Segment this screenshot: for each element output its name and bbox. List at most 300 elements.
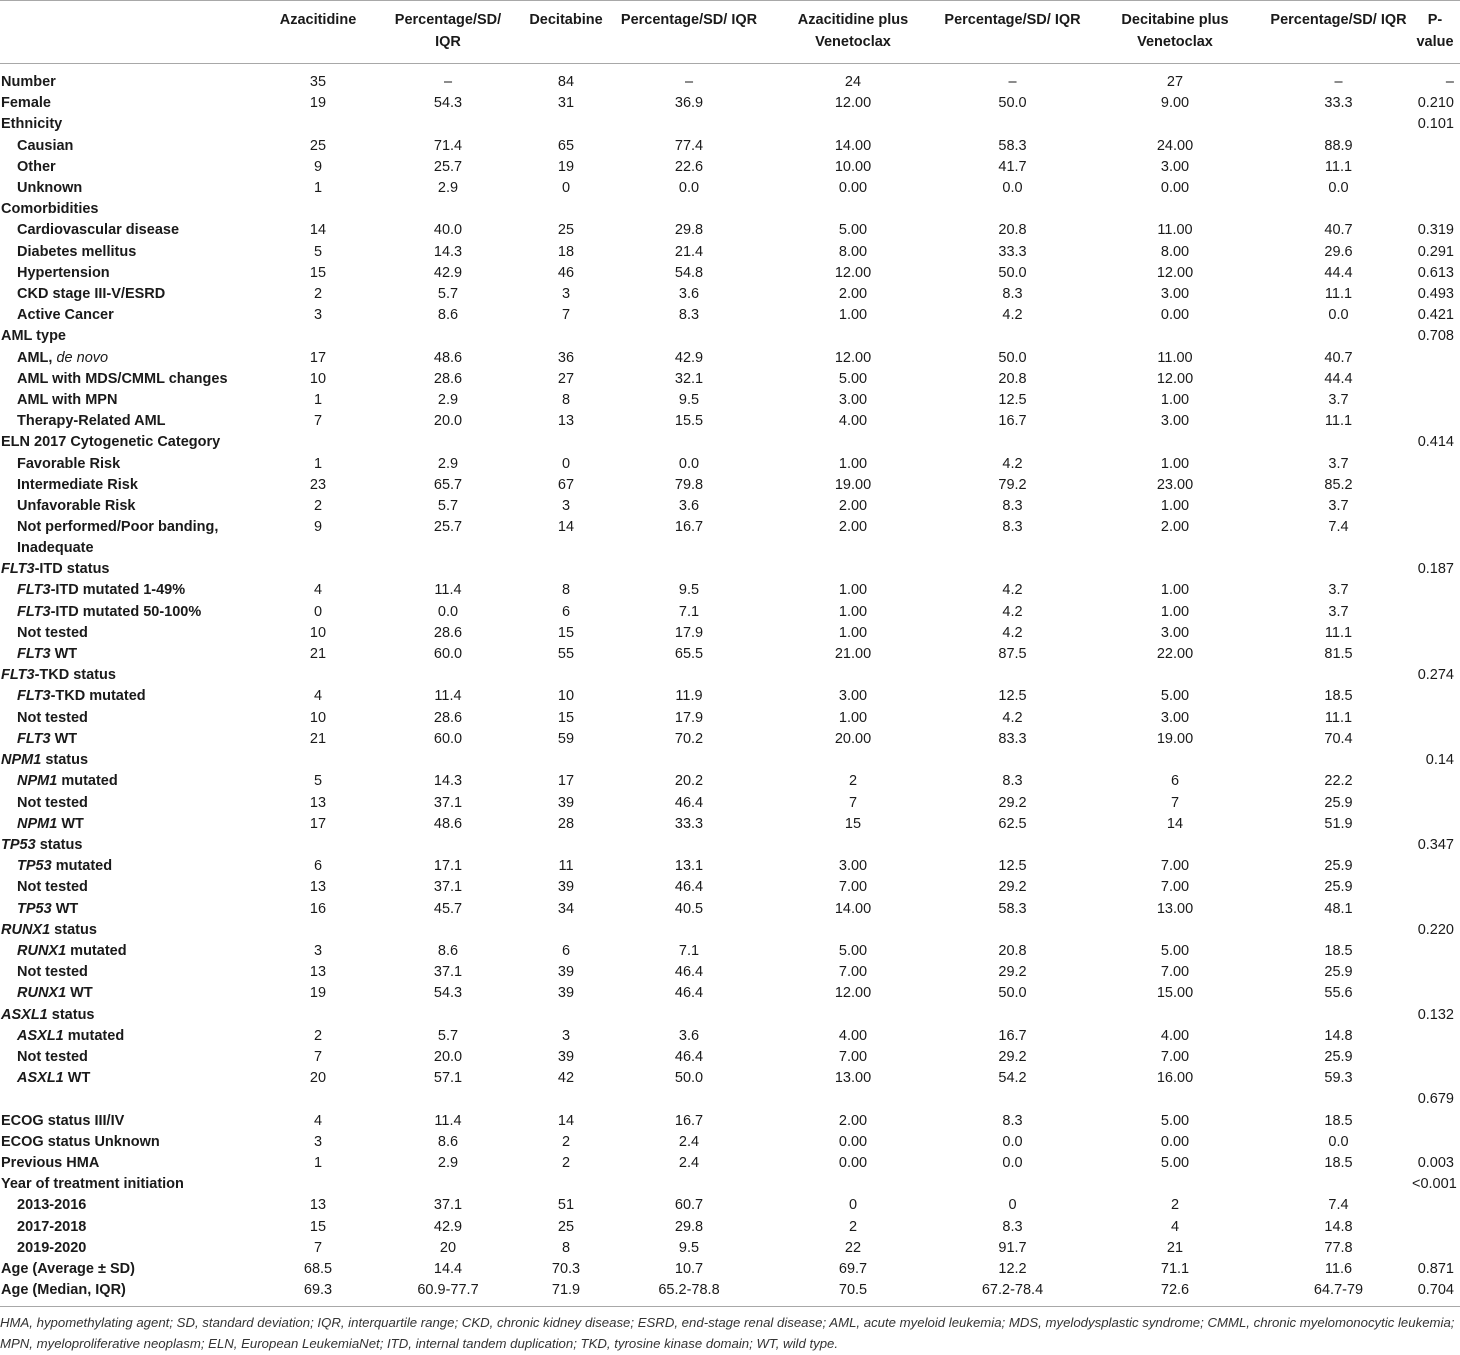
value-cell: 3 — [313, 942, 323, 959]
value-cell: 7.4 — [1328, 1197, 1349, 1214]
row-label-text: ECOG status III/IV — [1, 1112, 125, 1129]
row-label-text: Previous HMA — [1, 1154, 100, 1171]
value-cell: 11.1 — [1324, 158, 1353, 175]
value-cell: 19.00 — [1156, 730, 1194, 747]
row-label-text: ELN 2017 Cytogenetic Category — [1, 434, 221, 451]
value-cell — [258, 1005, 378, 1026]
row-label — [0, 580, 258, 601]
value-cell: 20.8 — [998, 222, 1027, 239]
row-label — [0, 496, 258, 517]
value-cell: 16.7 — [674, 1112, 704, 1129]
value-cell — [614, 559, 764, 580]
value-cell: 3 — [313, 307, 323, 324]
table-row — [0, 263, 1460, 284]
value-cell: 3 — [561, 498, 571, 515]
value-cell: 0.0 — [1328, 1133, 1349, 1150]
row-label — [0, 63, 258, 93]
value-cell: 0.0 — [1002, 180, 1023, 197]
row-label-text: Female — [1, 95, 51, 112]
value-cell: 42.9 — [433, 264, 463, 281]
value-cell: 34 — [557, 900, 575, 917]
row-label — [0, 454, 258, 475]
value-cell: 54.2 — [998, 1070, 1027, 1087]
value-cell: 0 — [561, 455, 571, 472]
value-cell: 7.00 — [838, 879, 868, 896]
value-cell — [518, 432, 614, 453]
value-cell: 8 — [561, 392, 571, 409]
value-cell: 0.0 — [1002, 1133, 1023, 1150]
value-cell: 39 — [557, 794, 575, 811]
value-cell: 50.0 — [674, 1070, 704, 1087]
row-label — [0, 1238, 258, 1259]
value-cell — [1083, 559, 1267, 580]
value-cell: 1.00 — [838, 709, 868, 726]
table-row — [0, 644, 1460, 665]
value-cell: 64.7-79 — [1313, 1282, 1364, 1299]
p-value-cell — [1410, 644, 1460, 665]
value-cell: 20.2 — [674, 773, 704, 790]
row-label-text: CKD stage III-V/ESRD — [17, 286, 166, 303]
value-cell: 0.0 — [1328, 307, 1349, 324]
value-cell — [258, 1174, 378, 1195]
row-label-gene: ASXL1 — [17, 1027, 64, 1044]
p-value-cell — [1410, 793, 1460, 814]
value-cell: 5 — [313, 243, 323, 260]
value-cell: 7.1 — [678, 942, 700, 959]
table-row — [0, 496, 1460, 517]
value-cell: 19 — [309, 985, 327, 1002]
value-cell: 21 — [309, 730, 327, 747]
value-cell: 37.1 — [433, 794, 463, 811]
value-cell: 35 — [309, 74, 327, 90]
value-cell: 29.2 — [998, 879, 1027, 896]
value-cell — [378, 835, 518, 856]
value-cell: 3.7 — [1328, 603, 1349, 620]
value-cell — [518, 835, 614, 856]
value-cell: 14.8 — [1324, 1218, 1353, 1235]
table-row — [0, 1195, 1460, 1216]
value-cell — [1083, 1174, 1267, 1195]
value-cell — [1267, 1174, 1410, 1195]
value-cell: 21 — [1166, 1239, 1184, 1256]
row-label-text: Unfavorable Risk — [17, 498, 136, 515]
row-label-text: -ITD mutated 1-49% — [50, 582, 186, 599]
table-row — [0, 920, 1460, 941]
value-cell: 0.0 — [1328, 180, 1349, 197]
row-label-text: Not tested — [17, 794, 88, 811]
value-cell — [258, 326, 378, 347]
value-cell — [518, 750, 614, 771]
value-cell: 2.9 — [437, 455, 459, 472]
value-cell: 7 — [1170, 794, 1180, 811]
p-value-cell — [1410, 602, 1460, 623]
value-cell: 40.0 — [433, 222, 463, 239]
value-cell: 60.0 — [433, 730, 463, 747]
value-cell — [942, 199, 1083, 220]
value-cell: 1 — [313, 392, 323, 409]
row-label — [0, 178, 258, 199]
row-label-text: Intermediate Risk — [17, 476, 138, 493]
value-cell: 41.7 — [998, 158, 1027, 175]
row-label — [0, 729, 258, 750]
p-value-cell: 0.421 — [1417, 307, 1454, 324]
value-cell: 21.4 — [674, 243, 704, 260]
value-cell: 0.00 — [1160, 180, 1190, 197]
value-cell — [942, 835, 1083, 856]
p-value-cell: – — [1445, 74, 1454, 90]
value-cell: 50.0 — [998, 985, 1027, 1002]
p-value-cell — [1410, 962, 1460, 983]
value-cell: 11 — [558, 858, 574, 875]
value-cell: 29.8 — [674, 1218, 704, 1235]
value-cell: 59.3 — [1324, 1070, 1353, 1087]
p-value-cell — [1410, 475, 1460, 496]
value-cell: 18.5 — [1324, 688, 1353, 705]
value-cell: 46.4 — [674, 1048, 704, 1065]
row-label-text: status — [50, 921, 97, 938]
p-value-cell — [1410, 686, 1460, 707]
p-value-cell — [1410, 580, 1460, 601]
column-header: Azacitidine plus Venetoclax — [797, 12, 909, 50]
value-cell: 22.6 — [674, 158, 704, 175]
p-value-cell — [1410, 1195, 1460, 1216]
column-header: Decitabine — [529, 12, 603, 28]
value-cell — [614, 1174, 764, 1195]
row-label-text: WT — [50, 730, 78, 747]
p-value-cell — [1410, 814, 1460, 835]
value-cell: 7.00 — [1160, 964, 1190, 981]
value-cell — [518, 1005, 614, 1026]
row-label-text: Other — [17, 158, 56, 175]
value-cell — [1267, 1005, 1410, 1026]
column-header: Percentage/SD/ IQR — [620, 12, 758, 28]
p-value-cell — [1410, 1026, 1460, 1047]
p-value-cell: 0.210 — [1417, 95, 1454, 112]
table-row — [0, 1068, 1460, 1089]
row-label — [0, 920, 258, 941]
table-row — [0, 962, 1460, 983]
value-cell: 11.4 — [434, 688, 462, 705]
value-cell: 4.00 — [838, 413, 868, 430]
column-header: Percentage/SD/ IQR — [944, 12, 1081, 28]
p-value-cell — [1410, 856, 1460, 877]
row-label — [0, 1026, 258, 1047]
row-label — [0, 284, 258, 305]
p-value-cell — [1410, 411, 1460, 432]
value-cell: 8.3 — [1002, 519, 1023, 536]
value-cell: 0.00 — [838, 1133, 868, 1150]
value-cell: 1.00 — [838, 455, 868, 472]
value-cell: 14 — [309, 222, 327, 239]
row-label — [0, 1047, 258, 1068]
value-cell: – — [443, 74, 453, 90]
value-cell: 16 — [309, 900, 327, 917]
table-row — [0, 432, 1460, 453]
value-cell — [1083, 1005, 1267, 1026]
row-label — [0, 1280, 258, 1306]
value-cell: 65.5 — [674, 646, 704, 663]
table-row — [0, 1259, 1460, 1280]
column-header: Azacitidine — [279, 12, 357, 28]
value-cell: 33.3 — [1324, 95, 1353, 112]
table-row — [0, 326, 1460, 347]
row-label — [0, 93, 258, 114]
p-value-cell: 0.414 — [1417, 434, 1454, 451]
value-cell: 7 — [848, 794, 858, 811]
value-cell: 1 — [313, 180, 323, 197]
p-value-cell: 0.319 — [1417, 222, 1454, 239]
value-cell — [764, 835, 942, 856]
value-cell: 11.4 — [434, 582, 462, 599]
value-cell: 39 — [557, 1048, 575, 1065]
value-cell: 5.7 — [437, 286, 459, 303]
value-cell: 65.7 — [433, 476, 463, 493]
value-cell: 60.9-77.7 — [417, 1282, 479, 1299]
row-label — [0, 899, 258, 920]
value-cell: 2 — [561, 1154, 571, 1171]
value-cell: 33.3 — [674, 815, 704, 832]
value-cell: 1.00 — [838, 624, 868, 641]
value-cell: 2.4 — [678, 1154, 700, 1171]
value-cell: 8.3 — [1002, 498, 1023, 515]
value-cell — [258, 432, 378, 453]
value-cell: 13 — [557, 413, 575, 430]
row-label — [0, 305, 258, 326]
value-cell: 3.00 — [1160, 709, 1190, 726]
value-cell: 31 — [557, 95, 575, 112]
value-cell — [378, 750, 518, 771]
row-label-text: status — [47, 1006, 95, 1023]
value-cell: 29.2 — [998, 964, 1027, 981]
value-cell: 84 — [557, 74, 575, 90]
value-cell — [378, 326, 518, 347]
value-cell: 3.00 — [838, 392, 868, 409]
value-cell: 1.00 — [1160, 392, 1190, 409]
value-cell — [1267, 432, 1410, 453]
row-label-text: mutated — [63, 1027, 125, 1044]
column-header: Percentage/SD/ IQR — [394, 12, 502, 50]
value-cell — [1083, 750, 1267, 771]
row-label — [0, 750, 258, 771]
value-cell: 45.7 — [433, 900, 463, 917]
value-cell: 70.5 — [838, 1282, 868, 1299]
value-cell — [614, 665, 764, 686]
value-cell: 5.00 — [1160, 1154, 1190, 1171]
value-cell — [764, 920, 942, 941]
value-cell: 1.00 — [838, 582, 868, 599]
value-cell: 12.00 — [834, 349, 872, 366]
value-cell: 5.7 — [437, 498, 459, 515]
value-cell: 20.0 — [433, 1048, 463, 1065]
value-cell — [764, 1174, 942, 1195]
value-cell: 8.3 — [678, 307, 700, 324]
value-cell: 10.00 — [834, 158, 872, 175]
value-cell: 67 — [557, 476, 575, 493]
value-cell: 54.8 — [674, 264, 704, 281]
value-cell: 54.3 — [433, 985, 463, 1002]
table-row — [0, 1238, 1460, 1259]
row-label-gene: FLT3 — [17, 730, 51, 747]
value-cell: 15 — [844, 815, 862, 832]
row-label-text: status — [41, 752, 89, 769]
value-cell — [1267, 665, 1410, 686]
value-cell: 32.1 — [674, 370, 704, 387]
p-value-cell — [1410, 877, 1460, 898]
value-cell: 12.5 — [998, 858, 1027, 875]
value-cell: 2 — [848, 773, 858, 790]
table-row — [0, 580, 1460, 601]
row-label-gene: TP53 — [17, 900, 52, 917]
value-cell — [258, 665, 378, 686]
row-label — [0, 1174, 258, 1195]
row-label-text: AML with MDS/CMML changes — [17, 370, 228, 387]
value-cell — [518, 199, 614, 220]
row-label — [0, 369, 258, 390]
column-header: P-value — [1416, 12, 1454, 50]
table-row — [0, 686, 1460, 707]
value-cell: 10.7 — [674, 1260, 704, 1277]
row-label-text: 2013-2016 — [17, 1197, 87, 1214]
value-cell: 18 — [557, 243, 575, 260]
value-cell: 19.00 — [834, 476, 872, 493]
value-cell: 7.1 — [678, 603, 700, 620]
value-cell: 40.5 — [674, 900, 704, 917]
value-cell: 25.9 — [1324, 794, 1353, 811]
value-cell: 17.1 — [433, 858, 463, 875]
value-cell: 72.6 — [1160, 1282, 1190, 1299]
row-label — [0, 1089, 258, 1110]
table-row — [0, 220, 1460, 241]
value-cell: 54.3 — [433, 95, 463, 112]
value-cell — [258, 559, 378, 580]
value-cell: 25.9 — [1324, 1048, 1353, 1065]
row-label — [0, 983, 258, 1004]
row-label — [0, 517, 258, 559]
value-cell: 58.3 — [998, 137, 1027, 154]
row-label-text: -TKD mutated — [50, 688, 146, 705]
value-cell: 28 — [557, 815, 575, 832]
p-value-cell — [1410, 1217, 1460, 1238]
p-value-cell — [1410, 708, 1460, 729]
value-cell: 17.9 — [674, 709, 704, 726]
value-cell: 27 — [557, 370, 575, 387]
value-cell: 39 — [557, 879, 575, 896]
row-label-text: Not tested — [17, 879, 88, 896]
value-cell: 8 — [561, 582, 571, 599]
value-cell: 25 — [557, 1218, 575, 1235]
row-label — [0, 962, 258, 983]
value-cell: 79.8 — [674, 476, 704, 493]
value-cell: 10 — [309, 370, 327, 387]
value-cell: 2 — [1170, 1197, 1180, 1214]
value-cell: 20.00 — [834, 730, 872, 747]
value-cell: 14.8 — [1324, 1027, 1353, 1044]
value-cell: 2 — [313, 286, 323, 303]
value-cell: 1 — [313, 455, 323, 472]
value-cell: 0.0 — [1002, 1154, 1023, 1171]
value-cell: 48.6 — [433, 349, 463, 366]
value-cell: 58.3 — [998, 900, 1027, 917]
value-cell: 13 — [309, 879, 327, 896]
p-value-cell — [1410, 348, 1460, 369]
value-cell: 22.2 — [1324, 773, 1353, 790]
table-row — [0, 1217, 1460, 1238]
value-cell: 2.9 — [437, 392, 459, 409]
value-cell: 50.0 — [998, 95, 1027, 112]
row-label — [0, 708, 258, 729]
p-value-cell: 0.132 — [1417, 1006, 1454, 1023]
header-bottom-rule — [0, 63, 1460, 64]
p-value-cell — [1410, 136, 1460, 157]
value-cell: 12.00 — [834, 264, 872, 281]
value-cell: 46.4 — [674, 794, 704, 811]
row-label-text: WT — [51, 900, 79, 917]
value-cell: 29.8 — [674, 222, 704, 239]
value-cell: 5 — [313, 773, 323, 790]
value-cell: 10 — [557, 688, 575, 705]
row-label-text: AML with MPN — [17, 392, 118, 409]
value-cell: 69.7 — [838, 1260, 868, 1277]
value-cell: 17 — [309, 349, 327, 366]
value-cell: 12.5 — [998, 688, 1027, 705]
table-row — [0, 411, 1460, 432]
p-value-cell: 0.14 — [1425, 752, 1454, 769]
value-cell — [764, 1089, 942, 1110]
value-cell: 11.00 — [1157, 349, 1193, 366]
value-cell — [518, 920, 614, 941]
value-cell: 9.5 — [678, 392, 700, 409]
value-cell: – — [684, 74, 694, 90]
row-label-text: status — [35, 836, 83, 853]
value-cell: 0.0 — [678, 180, 700, 197]
value-cell: 8.3 — [1002, 1218, 1023, 1235]
p-value-cell — [1410, 899, 1460, 920]
value-cell: 5.00 — [1160, 1112, 1190, 1129]
value-cell — [378, 114, 518, 135]
value-cell: 70.3 — [551, 1260, 581, 1277]
value-cell — [764, 326, 942, 347]
value-cell — [764, 665, 942, 686]
value-cell: 14.4 — [433, 1260, 463, 1277]
row-label — [0, 559, 258, 580]
row-label-text: Not tested — [17, 1048, 88, 1065]
value-cell: 14.3 — [433, 773, 463, 790]
value-cell: 46.4 — [674, 985, 704, 1002]
value-cell: 2.00 — [838, 519, 868, 536]
value-cell: 4.2 — [1002, 307, 1023, 324]
row-label-gene: TP53 — [1, 836, 36, 853]
value-cell: 48.6 — [433, 815, 463, 832]
value-cell: 16.00 — [1156, 1070, 1194, 1087]
value-cell: 7 — [313, 1239, 323, 1256]
row-label — [0, 411, 258, 432]
value-cell — [258, 750, 378, 771]
value-cell — [1267, 199, 1410, 220]
table-row — [0, 1153, 1460, 1174]
value-cell — [378, 1005, 518, 1026]
value-cell: 4 — [313, 582, 323, 599]
value-cell — [614, 1089, 764, 1110]
value-cell: 22.00 — [1156, 646, 1194, 663]
value-cell: 9 — [313, 519, 323, 536]
value-cell: 4.2 — [1002, 603, 1023, 620]
value-cell — [614, 114, 764, 135]
row-label — [0, 1111, 258, 1132]
table-row — [0, 856, 1460, 877]
row-label — [0, 623, 258, 644]
row-label — [0, 665, 258, 686]
p-value-cell — [1410, 1047, 1460, 1068]
